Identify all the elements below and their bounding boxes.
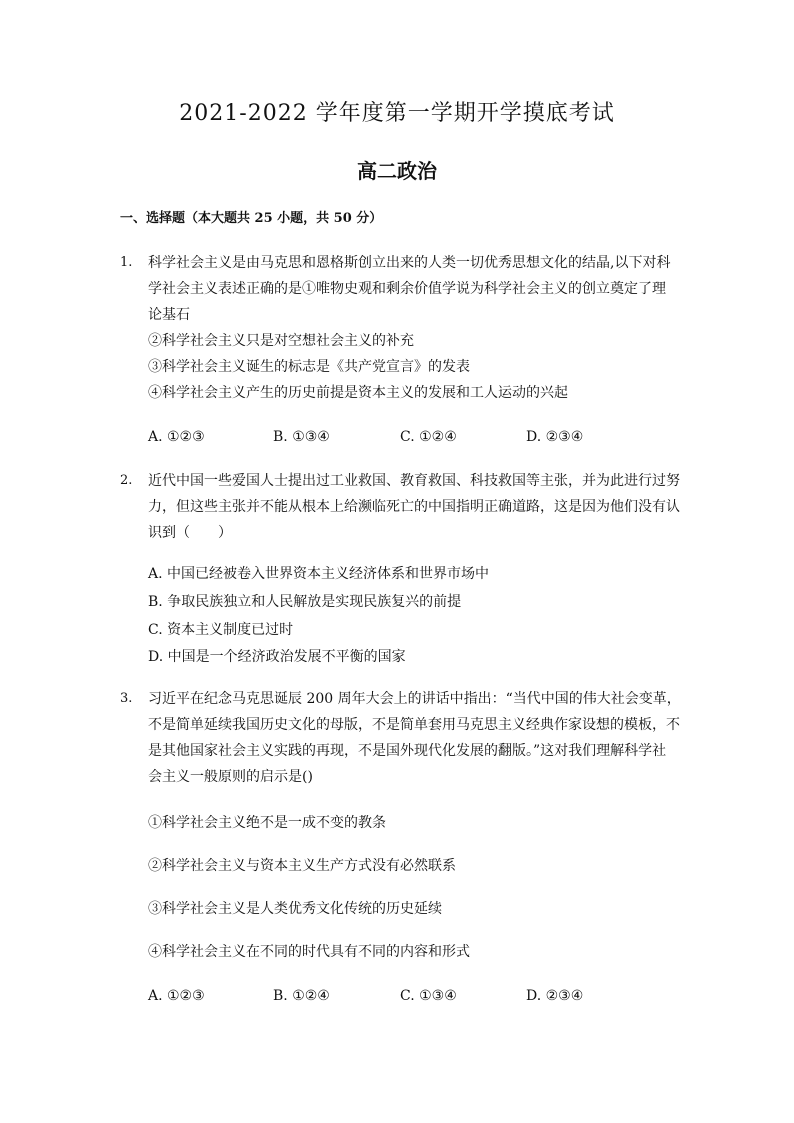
exam-subject: 高二政治 bbox=[357, 159, 437, 183]
question-2-option-a[interactable]: A. 中国已经被卷入世界资本主义经济体系和世界市场中 bbox=[148, 566, 490, 582]
stem-line: 科学社会主义是由马克思和恩格斯创立出来的人类一切优秀思想文化的结晶,以下对科 bbox=[148, 255, 671, 271]
option-d[interactable]: D. ②③④ bbox=[526, 429, 584, 445]
question-stem bbox=[148, 686, 680, 790]
question-2-option-c[interactable]: C. 资本主义制度已过时 bbox=[148, 622, 294, 638]
stem-line: 力，但这些主张并不能从根本上给濒临死亡的中国指明正确道路，这是因为他们没有认 bbox=[148, 499, 680, 515]
question-number: 2. bbox=[120, 473, 133, 488]
question-2-option-b[interactable]: B. 争取民族独立和人民解放是实现民族复兴的前提 bbox=[148, 594, 462, 610]
statement: ②科学社会主义与资本主义生产方式没有必然联系 bbox=[148, 858, 456, 874]
question-3 bbox=[120, 686, 680, 790]
stem-line: 论基石 bbox=[148, 307, 190, 323]
statement: ④科学社会主义产生的历史前提是资本主义的发展和工人运动的兴起 bbox=[148, 385, 568, 401]
stem-line: 近代中国一些爱国人士提出过工业救国、教育救国、科技救国等主张，并为此进行过努 bbox=[148, 473, 680, 489]
option-d[interactable]: D. ②③④ bbox=[526, 988, 584, 1004]
stem-line: 会主义一般原则的启示是() bbox=[148, 769, 313, 785]
question-number: 1. bbox=[120, 255, 133, 270]
stem-line: 不是简单延续我国历史文化的母版，不是简单套用马克思主义经典作家设想的模板，不 bbox=[148, 717, 680, 733]
option-b[interactable]: B. ①②④ bbox=[273, 988, 330, 1004]
exam-title: 2021-2022 学年度第一学期开学摸底考试 bbox=[179, 101, 615, 126]
statement: ③科学社会主义诞生的标志是《共产党宣言》的发表 bbox=[148, 359, 470, 375]
statement: ①科学社会主义绝不是一成不变的教条 bbox=[148, 815, 386, 831]
stem-line: 识到（ ） bbox=[148, 525, 232, 541]
option-c[interactable]: C. ①③④ bbox=[400, 988, 457, 1004]
statement: ③科学社会主义是人类优秀文化传统的历史延续 bbox=[148, 901, 442, 917]
stem-line: 学社会主义表述正确的是①唯物史观和剩余价值学说为科学社会主义的创立奠定了理 bbox=[148, 281, 666, 297]
option-c[interactable]: C. ①②④ bbox=[400, 429, 457, 445]
question-number: 3. bbox=[120, 691, 133, 706]
question-2-option-d[interactable]: D. 中国是一个经济政治发展不平衡的国家 bbox=[148, 649, 406, 665]
option-a[interactable]: A. ①②③ bbox=[148, 988, 205, 1004]
question-1 bbox=[120, 250, 680, 406]
statement: ②科学社会主义只是对空想社会主义的补充 bbox=[148, 333, 414, 349]
option-b[interactable]: B. ①③④ bbox=[273, 429, 330, 445]
question-stem bbox=[148, 468, 680, 546]
statement: ④科学社会主义在不同的时代具有不同的内容和形式 bbox=[148, 944, 470, 960]
option-a[interactable]: A. ①②③ bbox=[148, 429, 205, 445]
stem-line: 习近平在纪念马克思诞辰 200 周年大会上的讲话中指出：“当代中国的伟大社会变革， bbox=[148, 691, 681, 707]
question-stem bbox=[148, 250, 680, 406]
stem-line: 是其他国家社会主义实践的再现，不是国外现代化发展的翻版。”这对我们理解科学社 bbox=[148, 743, 667, 759]
question-2 bbox=[120, 468, 680, 546]
section-heading: 一、选择题（本大题共 25 小题，共 50 分） bbox=[120, 211, 383, 226]
